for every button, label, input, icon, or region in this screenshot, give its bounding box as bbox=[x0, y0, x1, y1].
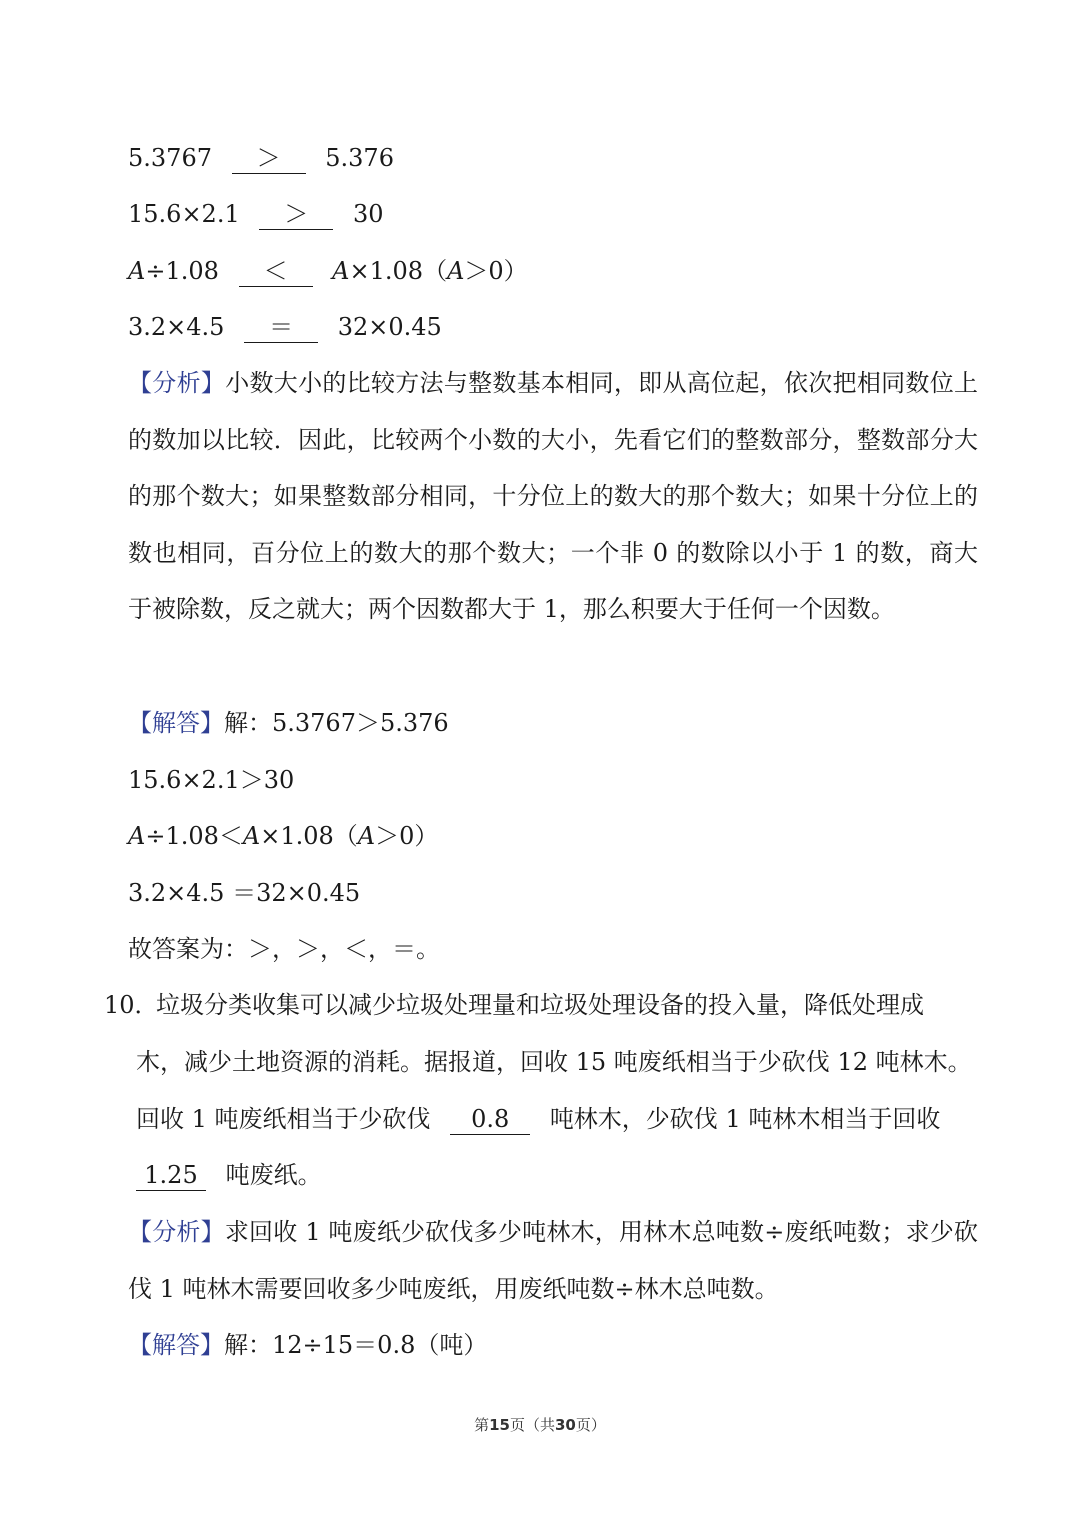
footer-text: 页） bbox=[575, 1416, 606, 1434]
analysis-tag: 【分析】 bbox=[128, 1218, 225, 1246]
total-pages: 30 bbox=[555, 1416, 576, 1434]
solution-line-1 bbox=[128, 706, 980, 740]
comparison-line-1 bbox=[128, 141, 980, 175]
question-number: 10． bbox=[104, 991, 159, 1019]
question-line-4 bbox=[136, 1158, 980, 1192]
variable-a: A bbox=[447, 257, 465, 285]
question-line-1 bbox=[156, 988, 980, 1022]
comparison-line-3 bbox=[128, 254, 980, 288]
question-text: 木，减少土地资源的消耗。据报道，回收 15 吨废纸相当于少砍伐 12 吨林木。 bbox=[136, 1048, 972, 1076]
variable-a: A bbox=[242, 822, 261, 850]
comparison-right: 30 bbox=[353, 200, 384, 228]
page-footer bbox=[0, 1414, 1080, 1435]
answer-blank: 0.8 bbox=[450, 1104, 530, 1135]
question-line-2 bbox=[136, 1045, 980, 1079]
question-text: 吨林木，少砍伐 1 吨林木相当于回收 bbox=[549, 1105, 941, 1133]
footer-text: 页（共 bbox=[509, 1416, 555, 1434]
comparison-line-2 bbox=[128, 197, 980, 231]
condition: ＞0） bbox=[464, 257, 528, 285]
question-text: 回收 1 吨废纸相当于少砍伐 bbox=[136, 1105, 431, 1133]
solution-text: ＞0） bbox=[375, 822, 439, 850]
variable-a: A bbox=[128, 257, 146, 285]
variable-a: A bbox=[332, 257, 350, 285]
solution-line-6 bbox=[128, 1328, 980, 1362]
solution-tag: 【解答】 bbox=[128, 1331, 224, 1359]
solution-line-5 bbox=[128, 932, 980, 966]
solution-line-4 bbox=[128, 876, 980, 910]
comparison-right: 32×0.45 bbox=[337, 313, 442, 341]
analysis-paragraph-2 bbox=[128, 1204, 978, 1317]
answer-blank: ＞ bbox=[232, 143, 306, 174]
analysis-tag: 【分析】 bbox=[128, 369, 226, 397]
page-number: 15 bbox=[489, 1416, 510, 1434]
solution-text: ÷1.08＜ bbox=[145, 822, 243, 850]
comparison-right: 5.376 bbox=[325, 144, 394, 172]
question-text: 吨废纸。 bbox=[225, 1161, 322, 1189]
solution-text: 15.6×2.1＞30 bbox=[128, 766, 295, 794]
solution-line-2 bbox=[128, 763, 980, 797]
variable-a: A bbox=[357, 822, 376, 850]
solution-text: 解：12÷15＝0.8（吨） bbox=[224, 1331, 488, 1359]
comparison-right: ×1.08（ bbox=[349, 257, 448, 285]
solution-tag: 【解答】 bbox=[128, 709, 224, 737]
solution-line-3 bbox=[128, 819, 980, 853]
answer-blank: ＜ bbox=[239, 256, 313, 287]
answer-blank: ＝ bbox=[244, 312, 318, 343]
analysis-paragraph-1 bbox=[128, 355, 978, 638]
solution-text: ×1.08（ bbox=[260, 822, 358, 850]
solution-text: 3.2×4.5 ＝32×0.45 bbox=[128, 879, 361, 907]
answer-blank: ＞ bbox=[259, 199, 333, 230]
comparison-left: ÷1.08 bbox=[145, 257, 219, 285]
comparison-left: 5.3767 bbox=[128, 144, 212, 172]
solution-text: 解：5.3767＞5.376 bbox=[224, 709, 449, 737]
analysis-text: 小数大小的比较方法与整数基本相同，即从高位起，依次把相同数位上的数加以比较．因此，比较两个小数的大小，先看它们的整数部分，整数部分大的那个数大；如果整数部分相同，十分位上的数大的那个数大；如果十分位上的数也相同，百分位上的数大的那个数大；一个非 0 的数除以小于 1 的数，商大于被除数，反之就大；两个因数都大于 1，那么积要大于任何一个因数。 bbox=[128, 369, 979, 624]
comparison-left: 15.6×2.1 bbox=[128, 200, 240, 228]
answer-blank: 1.25 bbox=[136, 1160, 206, 1191]
analysis-text: 求回收 1 吨废纸少砍伐多少吨林木，用林木总吨数÷废纸吨数；求少砍伐 1 吨林木需要回收多少吨废纸，用废纸吨数÷林木总吨数。 bbox=[128, 1218, 978, 1303]
question-line-3 bbox=[136, 1102, 980, 1136]
comparison-line-4 bbox=[128, 310, 980, 344]
comparison-left: 3.2×4.5 bbox=[128, 313, 225, 341]
solution-text: 故答案为：＞，＞，＜，＝。 bbox=[128, 935, 440, 963]
question-text: 垃圾分类收集可以减少垃圾处理量和垃圾处理设备的投入量，降低处理成 bbox=[156, 991, 924, 1019]
variable-a: A bbox=[128, 822, 146, 850]
footer-text: 第 bbox=[474, 1416, 490, 1434]
